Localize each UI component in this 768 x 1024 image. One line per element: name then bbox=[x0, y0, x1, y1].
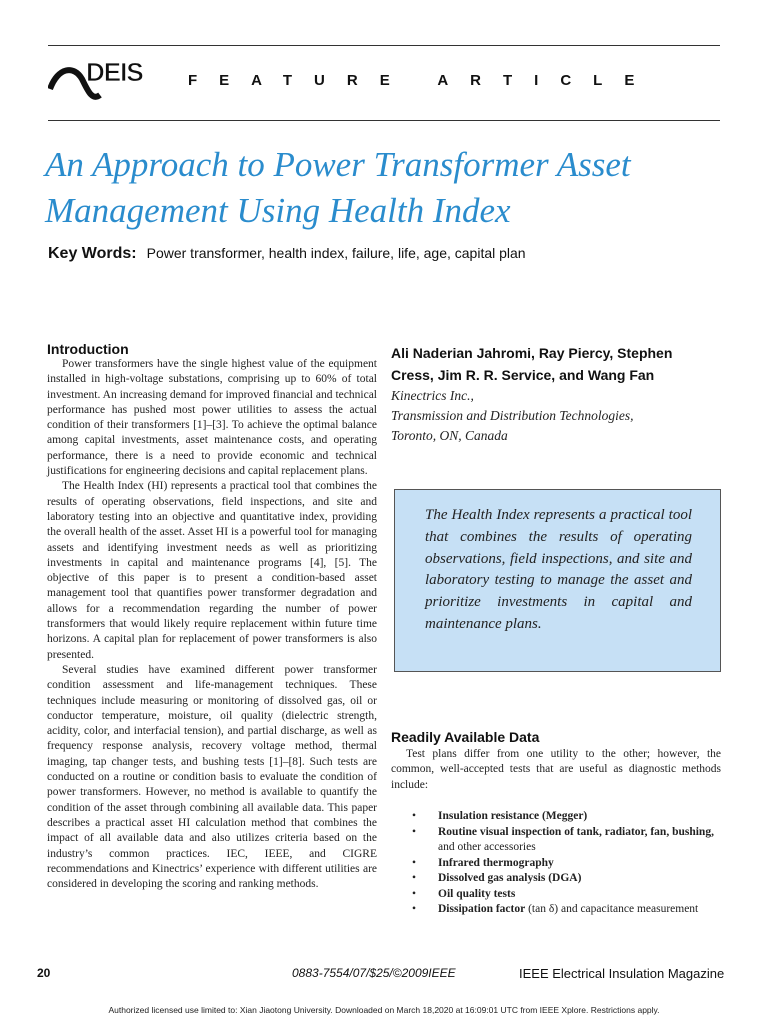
article-title: An Approach to Power Transformer Asset Management Using Health Index bbox=[45, 145, 631, 230]
list-item: • Infrared thermography bbox=[412, 856, 722, 872]
introduction-body bbox=[47, 357, 377, 892]
affiliation bbox=[391, 386, 721, 446]
readily-available-paragraph: Test plans differ from one utility to the other; however, the common, well-accepted tests that are useful as diagnostic methods include: bbox=[391, 748, 721, 791]
feature-article-label: FEATURE ARTICLE bbox=[188, 72, 657, 89]
authors-line: Cress, Jim R. R. Service, and Wang Fan bbox=[391, 367, 655, 383]
intro-paragraph: Power transformers have the single highest value of the equipment installed in high-voltage substations, comprising up to 60% of total investment. An increasing demand for improved financial and technical performance has pushed most power utilities to assess the actual condition of their transformers [1]–[3]. To achieve the optimal balance among capital investments, asset maintenance costs, and operating performance, there is a need to provide economic and technical justifications for engineering decisions and capital replacement plans. bbox=[47, 358, 377, 478]
keywords-text: Power transformer, health index, failure, life, age, capital plan bbox=[146, 245, 526, 261]
affiliation-line: Toronto, ON, Canada bbox=[391, 428, 508, 443]
list-item: • Routine visual inspection of tank, radiator, fan, bushing, and other accessories bbox=[412, 825, 714, 853]
list-item: • Dissipation factor (tan δ) and capacitance measurement bbox=[412, 902, 722, 918]
affiliation-line: Transmission and Distribution Technologies, bbox=[391, 408, 634, 423]
authors bbox=[391, 342, 721, 386]
bullet-icon: • bbox=[412, 887, 417, 900]
readily-available-intro bbox=[391, 747, 721, 793]
bullet-icon: • bbox=[412, 856, 417, 869]
page-number: 20 bbox=[37, 966, 51, 980]
intro-paragraph: The Health Index (HI) represents a practical tool that combines the results of operating observations, field inspections, and site and laboratory testing into an objective and quantitative index, providing the overall health of the asset. Asset HI is a powerful tool for managing assets and identifying investment needs as well as prioritizing investments in capital and maintenance programs [4], [5]. The objective of this paper is to present a condition-based asset management tool that quantifies power transformer degradation and allows for a recommendation regarding the number of power transformers that would likely require replacement within future time horizons. A capital plan for replacement of power transformers is also presented. bbox=[47, 480, 377, 661]
list-item: • Insulation resistance (Megger) bbox=[412, 809, 722, 825]
introduction-heading: Introduction bbox=[47, 341, 129, 357]
bullet-icon: • bbox=[412, 872, 417, 884]
license-notice: Authorized licensed use limited to: Xian Jiaotong University. Downloaded on March 18,2020 at 16:09:01 UTC from IEEE Xplore. Restrictions apply. bbox=[108, 1005, 660, 1015]
logo-text: DEIS bbox=[86, 57, 143, 87]
top-rule bbox=[48, 45, 720, 46]
list-item: • Dissolved gas analysis (DGA) bbox=[412, 871, 722, 887]
pull-quote-text: The Health Index represents a practical tool that combines the results of operating observations, field inspections, and site and laboratory testing to manage the asset and prioritize investments in capital and maintenance plans. bbox=[425, 507, 692, 632]
keywords bbox=[48, 245, 526, 263]
bullet-icon: • bbox=[412, 903, 417, 915]
readily-available-heading: Readily Available Data bbox=[391, 729, 540, 745]
issn-copyright: 0883-7554/07/$25/©2009IEEE bbox=[292, 966, 456, 980]
bullet-icon: • bbox=[412, 825, 417, 838]
pull-quote-box bbox=[394, 489, 721, 672]
affiliation-line: Kinectrics Inc., bbox=[391, 388, 474, 403]
header-bottom-rule bbox=[48, 120, 720, 121]
authors-line: Ali Naderian Jahromi, Ray Piercy, Stephen bbox=[391, 345, 673, 361]
intro-paragraph: Several studies have examined different power transformer condition assessment and life-management techniques. These techniques include measuring or monitoring of dissolved gas, oil or conductor temperature, moisture, oil quality (dielectric strength, acidity, color, and interfacial tension), and partial discharge, as well as frequency response analysis, recovery voltage method, thermal imaging, tap changer tests, and bushing tests [1]–[8]. Such tests are conducted on a routine or condition basis to evaluate the condition of power transformers. However, no method is available to quantify the condition of the asset through combining all available data. This paper describes a practical asset HI calculation method that combines the impact of all available data and also utilizes criteria based on the industry’s common practices. IEC, IEEE, and CIGRE recommendations and Kinectrics’ experience with different utilities are considered in developing the scoring and ranking methods. bbox=[47, 663, 377, 891]
deis-logo bbox=[48, 55, 143, 110]
deis-logo-icon bbox=[48, 55, 143, 110]
magazine-name: IEEE Electrical Insulation Magazine bbox=[519, 966, 725, 981]
list-item: • Oil quality tests bbox=[412, 887, 722, 903]
bullet-icon: • bbox=[412, 810, 417, 822]
keywords-label: Key Words: bbox=[48, 245, 137, 262]
diagnostic-tests-list bbox=[412, 809, 722, 918]
